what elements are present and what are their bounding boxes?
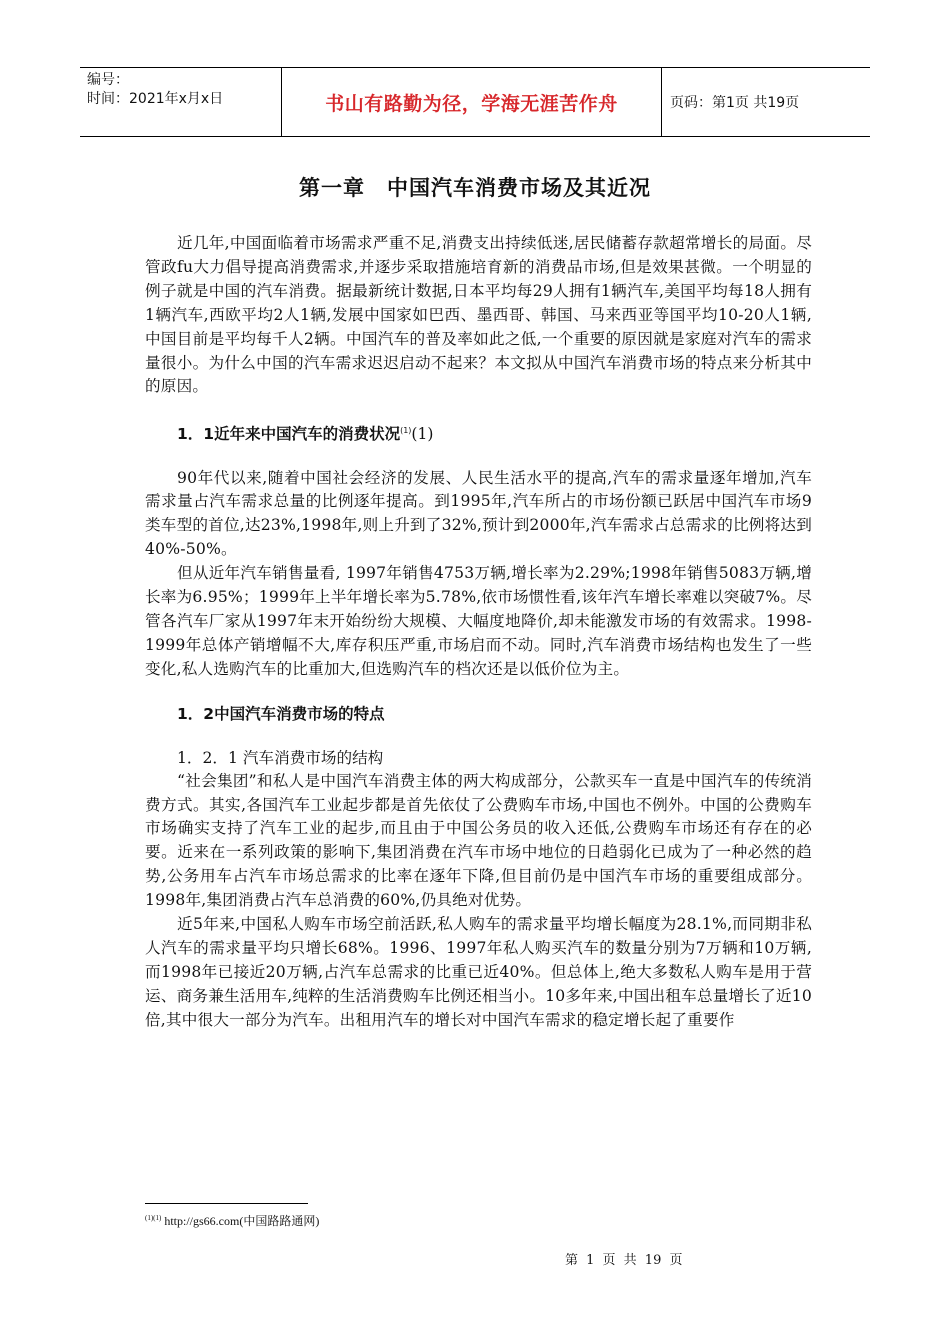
document-header (80, 67, 870, 137)
footnote-ref: (1) (400, 426, 412, 436)
document-number-label: 编号： (87, 72, 129, 88)
footnote (145, 1212, 319, 1229)
section-heading-1-2: 1．2中国汽车消费市场的特点 (177, 704, 385, 723)
section-1-2-1-paragraph-1: “社会集团”和私人是中国汽车消费主体的两大构成部分，公款买车一直是中国汽车的传统消费方式。其实,各国汽车工业起步都是首先依仗了公费购车市场,中国也不例外。中国的公费购车市场确实支持了汽车工业的起步,而且由于中国公务员的收入还低,公费购车市场还有存在的必要。近来在一系列政策的影响下,集团消费在汽车市场中地位的日趋弱化已成为了一种必然的趋势,公务用车占汽车市场总需求的比率在逐年下降,但目前仍是中国汽车市场的重要组成部分。1998年,集团消费占汽车总消费的60%,仍具绝对优势。 (145, 771, 812, 910)
section-heading-1-1-tail: (1) (411, 425, 434, 444)
section-heading-1-1-text: 1．1近年来中国汽车的消费状况 (177, 425, 401, 444)
document-time-label: 时间：2021年x月x日 (87, 91, 224, 107)
page-footer: 第 1 页 共 19 页 (565, 1253, 683, 1268)
section-1-1-paragraph-2: 但从近年汽车销售量看, 1997年销售4753万辆,增长率为2.29%;1998年销售5083万辆,增长率为6.95%；1999年上半年增长率为5.78%,依市场惯性看,该年汽车增长率难以突破7%。尽管各汽车厂家从1997年末开始纷纷大规模、大幅度地降价,却未能激发市场的有效需求。1998-1999年总体产销增幅不大,库存积压严重,市场启而不动。同时,汽车消费市场结构也发生了一些变化,私人选购汽车的比重加大,但选购汽车的档次还是以低价位为主。 (145, 564, 812, 678)
footnote-marker: (1)(1) (145, 1214, 162, 1222)
header-page-label: 页码：第1页 共19页 (670, 95, 800, 111)
section-heading-1-1 (145, 419, 812, 446)
chapter-title: 第一章 中国汽车消费市场及其近况 (299, 176, 651, 200)
footnote-divider (145, 1203, 308, 1204)
intro-paragraph: 近几年,中国面临着市场需求严重不足,消费支出持续低迷,居民储蓄存款超常增长的局面。尽管政fu大力倡导提高消费需求,并逐步采取措施培育新的消费品市场,但是效果甚微。一个明显的例子就是中国的汽车消费。据最新统计数据,日本平均每29人拥有1辆汽车,美国平均每18人拥有1辆汽车,西欧平均2人1辆,发展中国家如巴西、墨西哥、韩国、马来西亚等国平均10-20人1辆,中国目前是平均每千人2辆。中国汽车的普及率如此之低,一个重要的原因就是家庭对汽车的需求量很小。为什么中国的汽车需求迟迟启动不起来？本文拟从中国汽车消费市场的特点来分析其中的原因。 (145, 234, 812, 396)
section-1-1-paragraph-1: 90年代以来,随着中国社会经济的发展、人民生活水平的提高,汽车的需求量逐年增加,汽车需求量占汽车需求总量的比例逐年提高。到1995年,汽车所占的市场份额已跃居中国汽车市场9类车型的首位,达23%,1998年,则上升到了32%,预计到2000年,汽车需求占总需求的比例将达到40%-50%。 (145, 468, 812, 559)
document-body (145, 232, 812, 1033)
section-1-2-1-paragraph-2: 近5年来,中国私人购车市场空前活跃,私人购车的需求量平均增长幅度为28.1%,而同期非私人汽车的需求量平均只增长68%。1996、1997年私人购买汽车的数量分别为7万辆和10万辆,而1998年已接近20万辆,占汽车总需求的比重已近40%。但总体上,绝大多数私人购车是用于营运、商务兼生活用车,纯粹的生活消费购车比例还相当小。10多年来,中国出租车总量增长了近10倍,其中很大一部分为汽车。出租用汽车的增长对中国汽车需求的稳定增长起了重要作 (145, 915, 812, 1029)
footnote-text: http://gs66.com(中国路路通网) (161, 1214, 320, 1228)
section-heading-1-2-1: 1．2．1 汽车消费市场的结构 (177, 748, 384, 767)
header-meta (80, 68, 282, 136)
header-motto: 书山有路勤为径，学海无涯苦作舟 (282, 68, 662, 136)
